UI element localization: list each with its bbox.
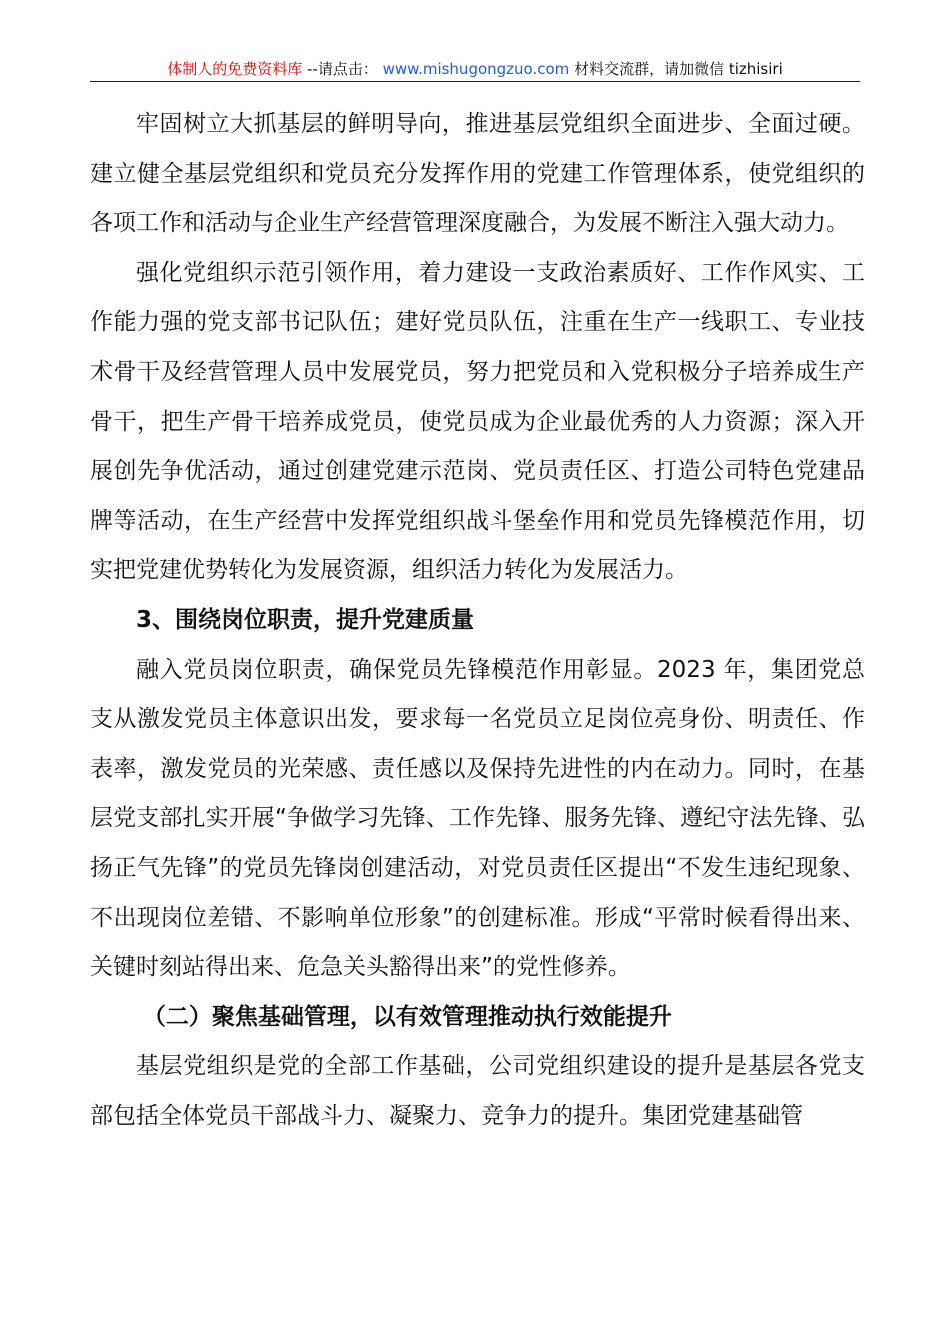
header-tail-text: 材料交流群，请加微信 tizhisiri: [574, 60, 783, 78]
paragraph-3: 融入党员岗位职责，确保党员先锋模范作用彰显。2023 年，集团党总支从激发党员主体意识出发，要求每一名党员立足岗位亮身份、明责任、作表率，激发党员的光荣感、责任感以及保持先进性的内在动力。同时，在基层党支部扎实开展“争做学习先锋、工作先锋、服务先锋、遵纪守法先锋、弘扬正气先锋”的党员先锋岗创建活动，对党员责任区提出“不发生违纪现象、不出现岗位差错、不影响单位形象”的创建标准。形成“平常时候看得出来、关键时刻站得出来、危急关头豁得出来”的党性修养。: [90, 656, 865, 981]
page-header: [90, 58, 860, 80]
section-heading-2: （二）聚焦基础管理，以有效管理推动执行效能提升: [142, 1003, 672, 1030]
paragraph-1: 牢固树立大抓基层的鲜明导向，推进基层党组织全面进步、全面过硬。建立健全基层党组织和党员充分发挥作用的党建工作管理体系，使党组织的各项工作和活动与企业生产经营管理深度融合，为发展不断注入强大动力。: [90, 111, 865, 237]
heading-3: 3、围绕岗位职责，提升党建质量: [136, 606, 475, 633]
header-prompt: --请点击：: [307, 60, 378, 78]
document-body: [90, 100, 865, 1141]
header-url-link[interactable]: www.mishugongzuo.com: [382, 60, 570, 78]
header-site-name: 体制人的免费资料库: [167, 60, 303, 78]
paragraph-4: 基层党组织是党的全部工作基础，公司党组织建设的提升是基层各党支部包括全体党员干部战斗力、凝聚力、竞争力的提升。集团党建基础管: [90, 1053, 865, 1129]
paragraph-2: 强化党组织示范引领作用，着力建设一支政治素质好、工作作风实、工作能力强的党支部书记队伍；建好党员队伍，注重在生产一线职工、专业技术骨干及经营管理人员中发展党员，努力把党员和入党积极分子培养成生产骨干，把生产骨干培养成党员，使党员成为企业最优秀的人力资源；深入开展创先争优活动，通过创建党建示范岗、党员责任区、打造公司特色党建品牌等活动，在生产经营中发挥党组织战斗堡垒作用和党员先锋模范作用，切实把党建优势转化为发展资源，组织活力转化为发展活力。: [90, 259, 865, 584]
header-divider: [90, 81, 860, 82]
